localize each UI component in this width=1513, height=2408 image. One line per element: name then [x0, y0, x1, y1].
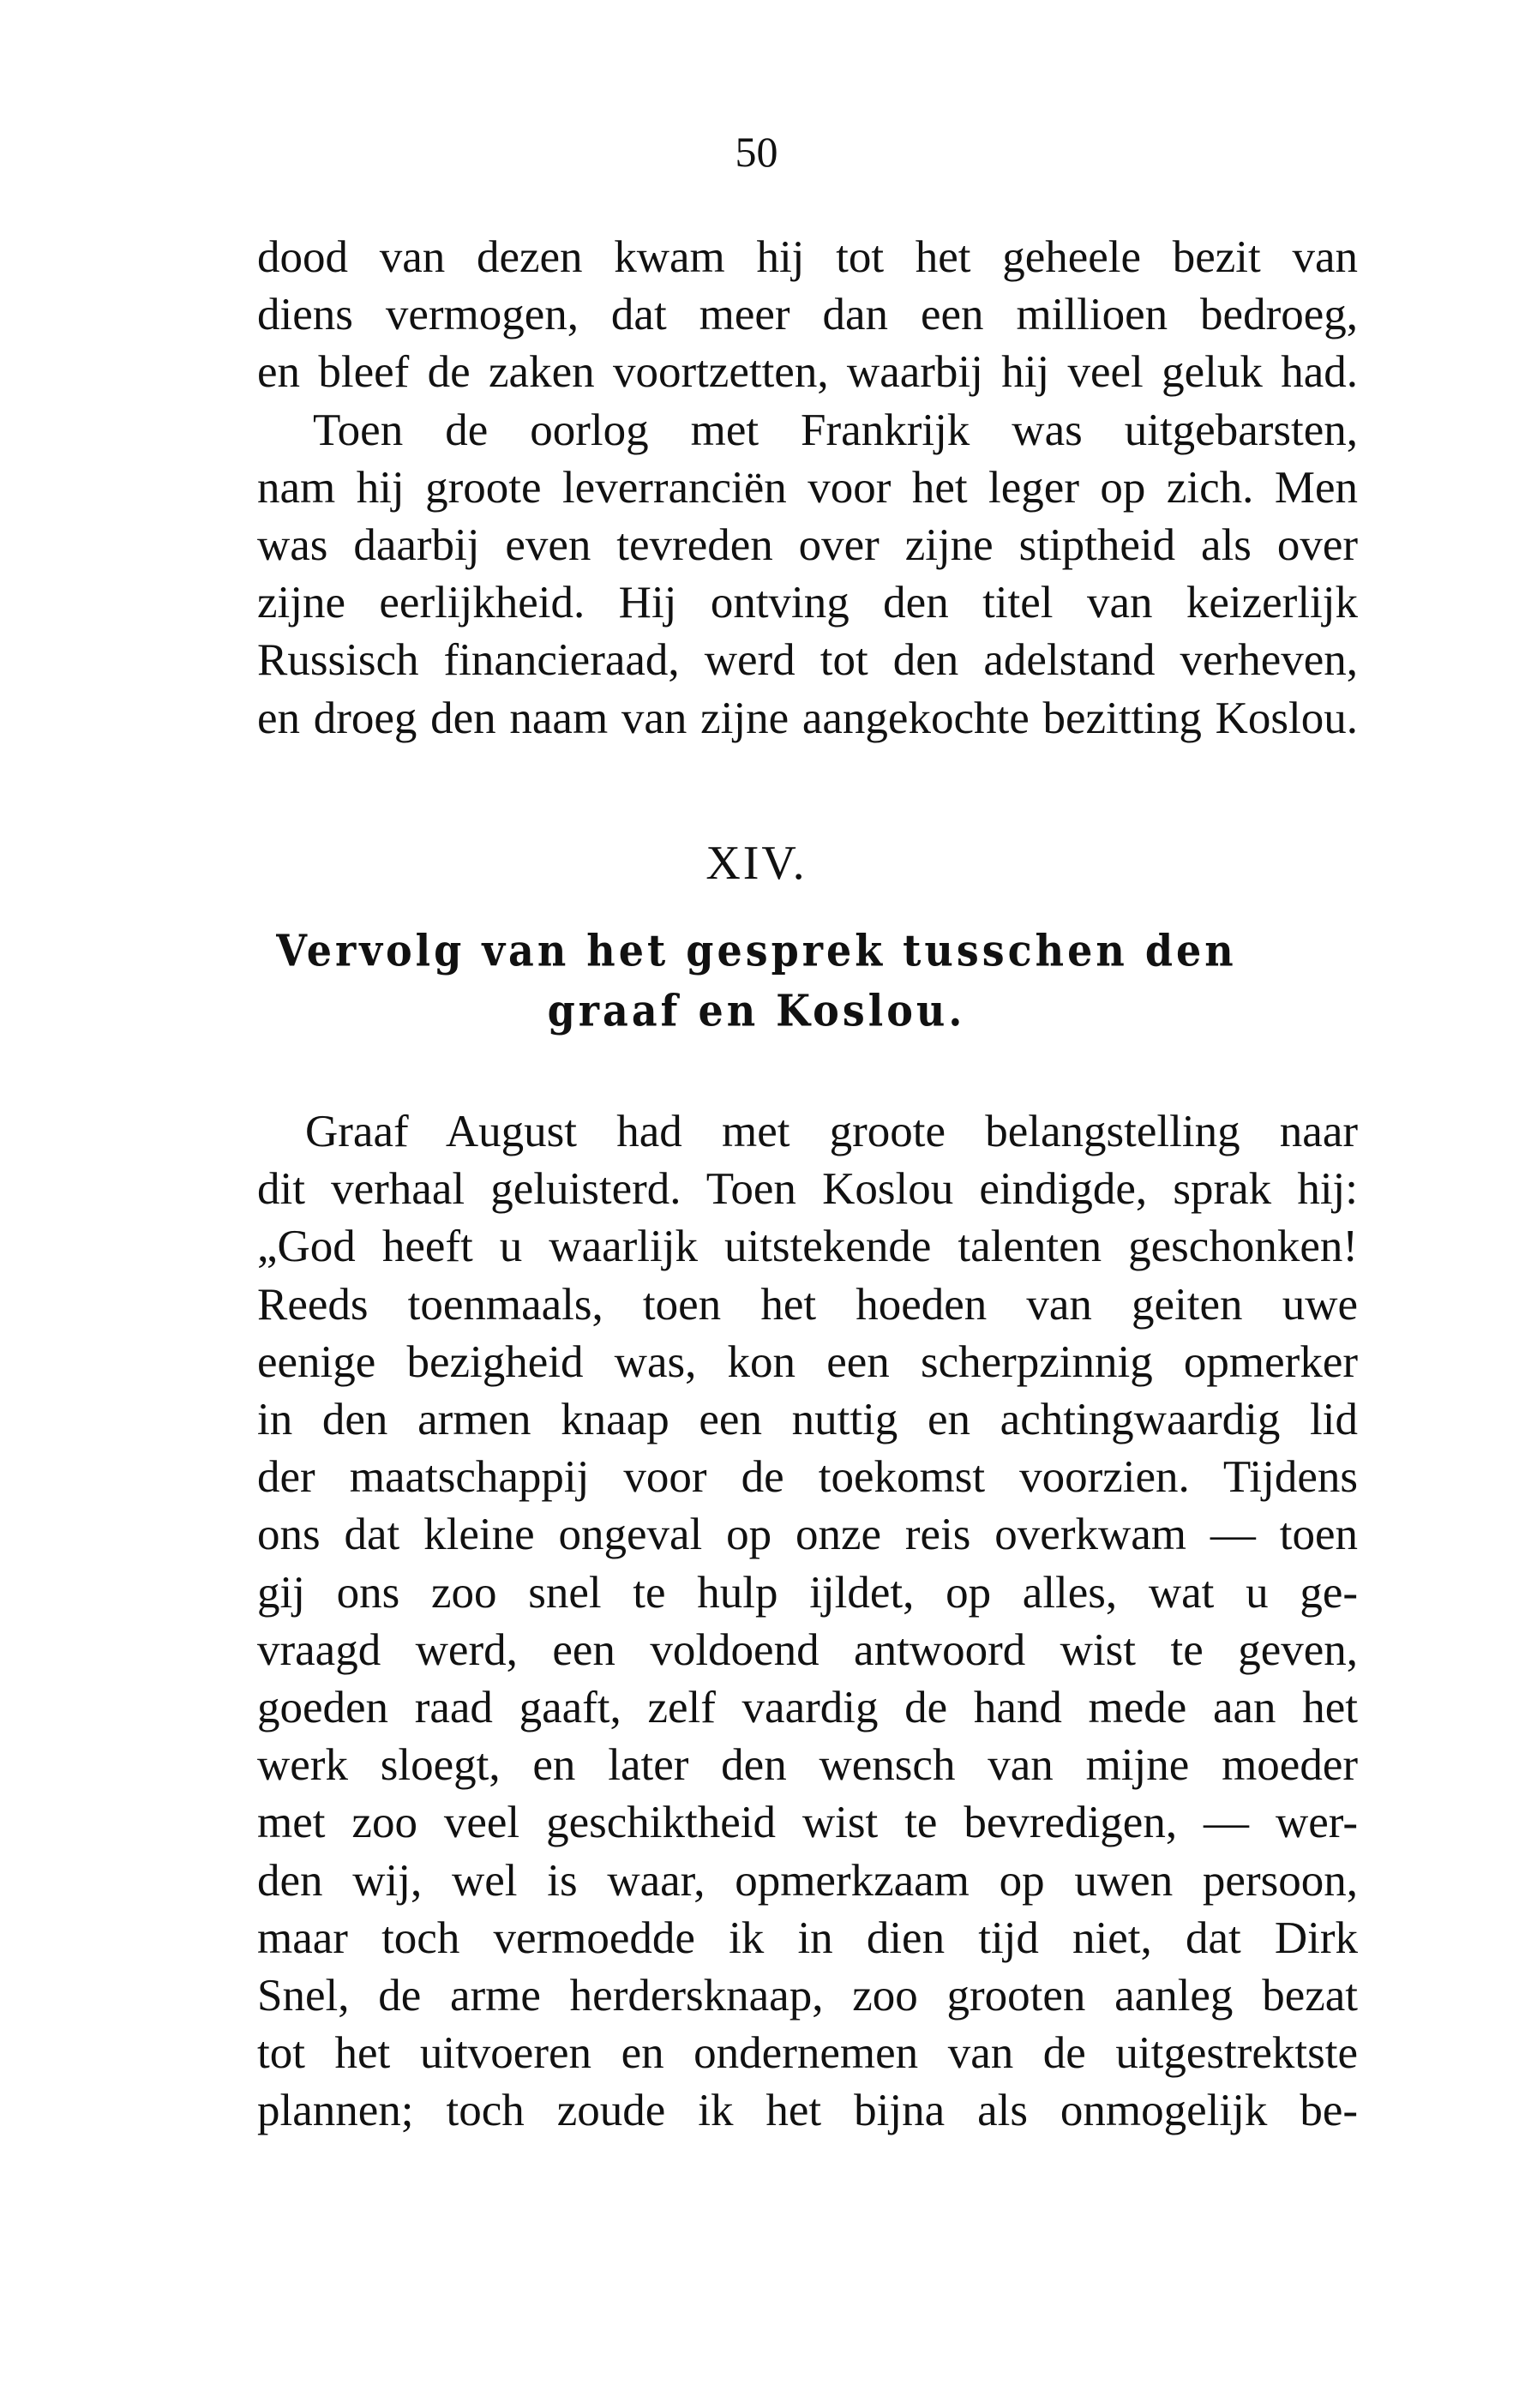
- text-line: Snel, de arme herdersknaap, zoo grooten aanleg bezat: [257, 1971, 1358, 2021]
- text-line: tot het uitvoeren en ondernemen van de uitgestrektste: [257, 2028, 1358, 2079]
- text-line: maar toch vermoedde ik in dien tijd niet, dat Dirk: [257, 1913, 1358, 1963]
- text-line: dood van dezen kwam hij tot het geheele bezit van: [257, 232, 1358, 282]
- text-line: Graaf August had met groote belangstelling naar: [305, 1107, 1358, 1156]
- text-line: diens vermogen, dat meer dan een millioen bedroeg,: [257, 290, 1358, 340]
- text-line: eenige bezigheid was, kon een scherpzinnig opmerker: [257, 1336, 1358, 1387]
- text-line: Toen de oorlog met Frankrijk was uitgebarsten,: [313, 405, 1358, 455]
- text-line: was daarbij even tevreden over zijne stiptheid als over: [257, 520, 1358, 570]
- text-line: en bleef de zaken voortzetten, waarbij hij veel geluk had.: [257, 347, 1358, 398]
- text-line: nam hij groote leverranciën voor het leger op zich. Men: [257, 462, 1358, 513]
- chapter-number: XIV.: [705, 837, 808, 890]
- text-line: goeden raad gaaft, zelf vaardig de hand mede aan het: [257, 1683, 1358, 1732]
- text-line: werk sloegt, en later den wensch van mijne moeder: [257, 1740, 1358, 1791]
- text-line: met zoo veel geschiktheid wist te bevredigen, — wer-: [257, 1798, 1358, 1848]
- text-line: ons dat kleine ongeval op onze reis overkwam — toen: [257, 1510, 1358, 1560]
- text-line: dit verhaal geluisterd. Toen Koslou eindigde, sprak hij:: [257, 1164, 1358, 1215]
- text-line: den wij, wel is waar, opmerkzaam op uwen persoon,: [257, 1855, 1358, 1906]
- page-number: 50: [735, 128, 778, 176]
- chapter-title-line-2: graaf en Koslou.: [547, 985, 966, 1036]
- text-line: gij ons zoo snel te hulp ijldet, op alles, wat u ge-: [257, 1567, 1358, 1618]
- text-line: in den armen knaap een nuttig en achtingwaardig lid: [257, 1395, 1358, 1444]
- text-line: der maatschappij voor de toekomst voorzien. Tijdens: [257, 1452, 1358, 1503]
- text-line: plannen; toch zoude ik het bijna als onmogelijk be-: [257, 2086, 1358, 2136]
- chapter-title-line-1: Vervolg van het gesprek tusschen den: [276, 925, 1237, 976]
- text-line: Russisch financieraad, werd tot den adelstand verheven,: [257, 635, 1358, 686]
- text-line: Reeds toenmaals, toen het hoeden van geiten uwe: [257, 1279, 1358, 1330]
- text-line: zijne eerlijkheid. Hij ontving den titel van keizerlijk: [257, 578, 1358, 628]
- text-line: en droeg den naam van zijne aangekochte bezitting Koslou.: [257, 693, 1358, 743]
- text-line: vraagd werd, een voldoend antwoord wist te geven,: [257, 1624, 1358, 1675]
- text-line: „God heeft u waarlijk uitstekende talenten geschonken!: [257, 1222, 1358, 1272]
